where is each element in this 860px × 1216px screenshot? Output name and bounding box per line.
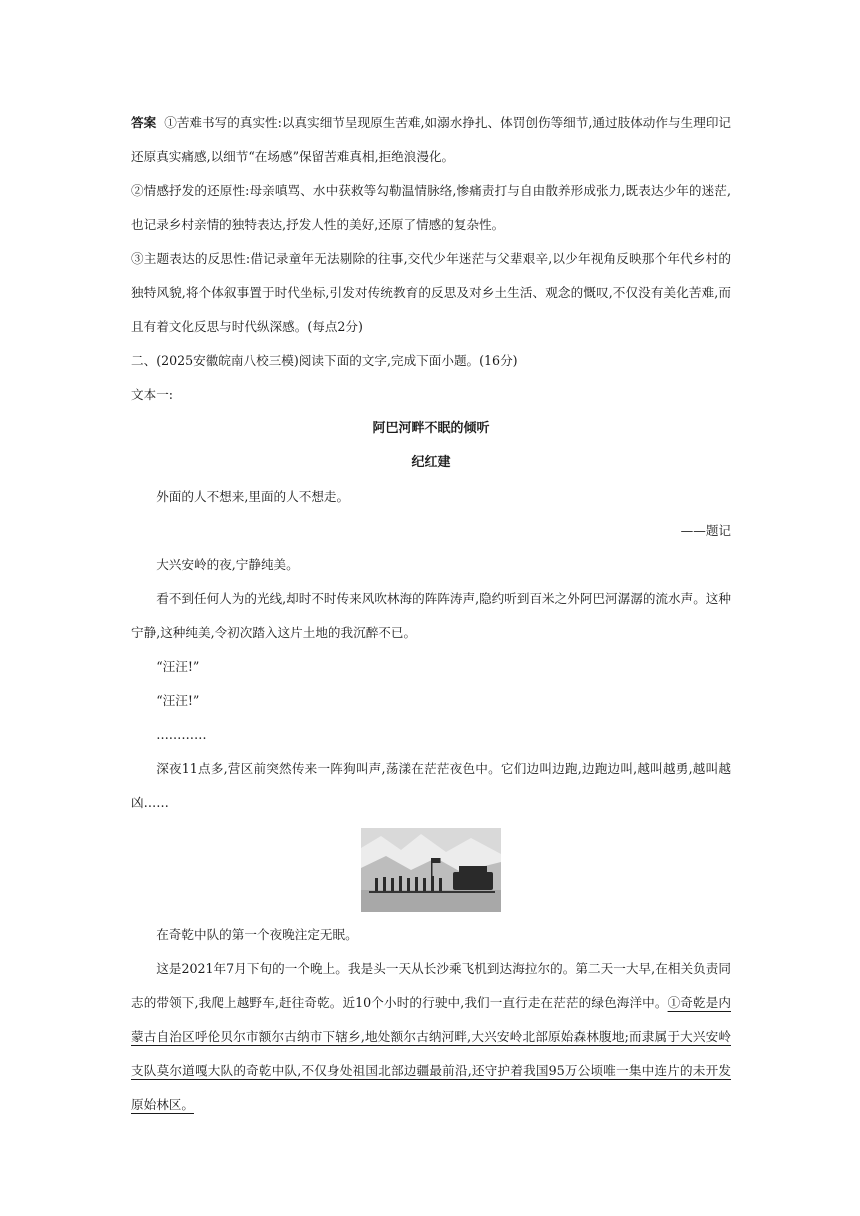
paragraph-5-text: 这是2021年7月下旬的一个晚上。我是头一天从长沙乘飞机到达海拉尔的。第二天一大早,在相关负责同志的带领下,我爬上越野车,赶往奇乾。近10个小时的行驶中,我们一直行走在茫茫的绿色海洋中。 — [131, 961, 731, 1010]
paragraph-2: 看不到任何人为的光线,却时不时传来风吹林海的阵阵涛声,隐约听到百米之外阿巴河潺潺的流水声。这种宁静,这种纯美,令初次踏入这片土地的我沉醉不已。 — [131, 591, 731, 640]
epigraph-source: ——题记 — [680, 523, 731, 538]
paragraph-5 — [131, 952, 731, 1122]
photo-illustration — [361, 828, 501, 912]
answer-point-2: ②情感抒发的还原性:母亲嗔骂、水中获救等勾勒温情脉络,惨痛责打与自由散养形成张力,既表达少年的迷茫,也记录乡村亲情的独特表达,抒发人性的美好,还原了情感的复杂性。 — [131, 183, 731, 232]
underlined-sentence-1: ①奇乾是内蒙古自治区呼伦贝尔市额尔古纳市下辖乡,地处额尔古纳河畔,大兴安岭北部原始森林腹地;而隶属于大兴安岭支队莫尔道嘎大队的奇乾中队,不仅身处祖国北部边疆最前沿,还守护着我国95万公顷唯一集中连片的未开发原始林区。 — [131, 995, 731, 1112]
ellipsis-line: ………… — [156, 727, 207, 742]
answer-label: 答案 — [131, 115, 157, 130]
article-title: 阿巴河畔不眠的倾听 — [372, 421, 490, 436]
text-label: 文本一: — [131, 387, 174, 402]
epigraph: 外面的人不想来,里面的人不想走。 — [156, 489, 350, 504]
article-author: 纪红建 — [411, 455, 451, 470]
paragraph-4: 在奇乾中队的第一个夜晚注定无眠。 — [156, 927, 358, 942]
paragraph-1: 大兴安岭的夜,宁静纯美。 — [156, 557, 299, 572]
answer-paragraph-1 — [131, 106, 731, 174]
answer-point-1: ①苦难书写的真实性:以真实细节呈现原生苦难,如溺水挣扎、体罚创伤等细节,通过肢体动作与生理印记还原真实痛感,以细节“在场感”保留苦难真相,拒绝浪漫化。 — [131, 115, 732, 164]
answer-point-3: ③主题表达的反思性:借记录童年无法剔除的往事,交代少年迷茫与父辈艰辛,以少年视角反映那个年代乡村的独特风貌,将个体叙事置于时代坐标,引发对传统教育的反思及对乡土生活、观念的慨叹,不仅没有美化苦难,而且有着文化反思与时代纵深感。(每点2分) — [131, 251, 731, 334]
bark-line-1: “汪汪!” — [156, 659, 200, 674]
bark-line-2: “汪汪!” — [156, 693, 200, 708]
document-page — [131, 106, 731, 1122]
section-heading: 二、(2025安徽皖南八校三模)阅读下面的文字,完成下面小题。(16分) — [131, 353, 518, 368]
paragraph-3: 深夜11点多,营区前突然传来一阵狗叫声,荡漾在茫茫夜色中。它们边叫边跑,边跑边叫,越叫越勇,越叫越凶…… — [131, 761, 731, 810]
